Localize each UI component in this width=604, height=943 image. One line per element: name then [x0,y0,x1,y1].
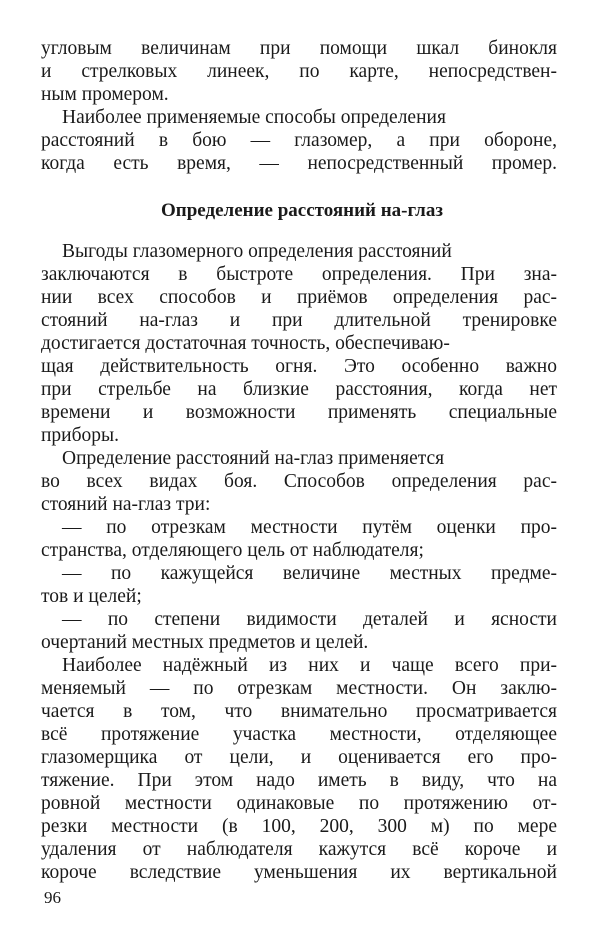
text-line: очертаний местных предметов и целей. [41,632,369,653]
text-line: во всех видах боя. Способов определения рас- [41,471,557,492]
text-line: короче вследствие уменьшения их вертикальной [41,862,557,883]
text-line: стояний на-глаз три: [41,494,211,515]
text-line: угловым величинам при помощи шкал бинокля [41,38,557,59]
text-line: ровной местности одинаковые по протяжению от- [41,793,557,814]
text-line: меняемый — по отрезкам местности. Он заклю- [41,678,557,699]
section-heading: Определение расстояний на-глаз [161,200,443,221]
text-line: ным промером. [41,84,169,105]
text-line: глазомерщика от цели, и оценивается его про- [41,747,557,768]
list-item: — по отрезкам местности путём оценки про- [62,517,557,538]
text-line: Выгоды глазомерного определения расстояний [62,241,452,262]
list-item: — по степени видимости деталей и ясности [62,609,557,630]
text-line: и стрелковых линеек, по карте, непосредствен- [41,61,557,82]
text-line: когда есть время, — непосредственный промер. [41,153,557,174]
text-line: тяжение. При этом надо иметь в виду, что на [41,770,557,791]
text-line: заключаются в быстроте определения. При зна- [41,264,557,285]
text-line: чается в том, что внимательно просматривается [41,701,557,722]
text-line: странства, отделяющего цель от наблюдателя; [41,540,424,561]
text-line: Определение расстояний на-глаз применяется [62,448,445,469]
page-number: 96 [44,888,61,907]
text-line: щая действительность огня. Это особенно важно [41,356,557,377]
text-line: всё протяжение участка местности, отделяющее [41,724,557,745]
text-line: резки местности (в 100, 200, 300 м) по мере [41,816,557,837]
text-line: Наиболее применяемые способы определения [62,107,446,128]
text-line: достигается достаточная точность, обеспечиваю- [41,333,450,354]
text-line: приборы. [41,425,120,446]
list-item: — по кажущейся величине местных предме- [62,563,557,584]
text-line: удаления от наблюдателя кажутся всё короче и [41,839,557,860]
text-line: нии всех способов и приёмов определения рас- [41,287,557,308]
text-line: Наиболее надёжный из них и чаще всего при- [62,655,557,676]
text-line: при стрельбе на близкие расстояния, когда нет [41,379,557,400]
text-line: расстояний в бою — глазомер, а при обороне, [41,130,557,151]
text-line: времени и возможности применять специальные [41,402,557,423]
text-line: тов и целей; [41,586,142,607]
text-line: стояний на-глаз и при длительной тренировке [41,310,557,331]
